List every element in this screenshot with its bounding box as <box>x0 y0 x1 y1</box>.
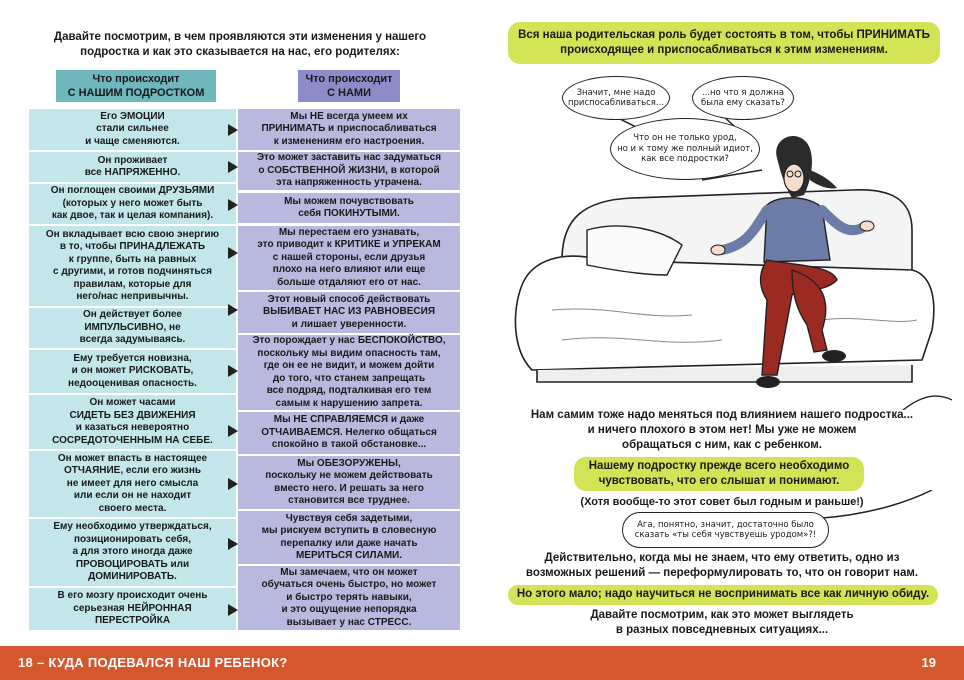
us-cell-9: Чувствуя себя задетыми, мы рискуем вступить в словесную перепалку или даже начать МЕРИТЬСЯ СИЛАМИ. <box>238 511 460 564</box>
arrow-icon <box>228 161 238 173</box>
footer-right-page-number: 19 <box>921 655 936 670</box>
us-cell-6: Это порождает у нас БЕСПОКОЙСТВО, поскольку мы видим опасность там, где он ее не видит, и можем дойти до того, что станем запрещать все подряд, подталкивая его тем самым к нарушению запрета. <box>238 335 460 410</box>
speech-bubble-2: ...но что я должна была ему сказать? <box>692 76 794 120</box>
us-cell-7: Мы НЕ СПРАВЛЯЕМСЯ и даже ОТЧАИВАЕМСЯ. Нелегко общаться спокойно в такой обстановке... <box>238 412 460 454</box>
paragraph-1: Нам самим тоже надо меняться под влиянием нашего подростка... и ничего плохого в этом нет! Мы уже не можем обращаться с ним, как с ребенком. <box>530 409 914 451</box>
arrow-icon <box>228 604 238 616</box>
speech-bubble-bottom: Ага, понятно, значит, достаточно было сказать «ты себя чувствуешь уродом»?! <box>622 512 829 548</box>
note-text: (Хотя вообще-то этот совет был годным и раньше!) <box>580 496 864 508</box>
teen-cell-4: Он вкладывает всю свою энергию в то, чтобы ПРИНАДЛЕЖАТЬ к группе, быть на равных с другими, и готов подчиняться правилам, которые для него/нас непривычны. <box>29 226 236 306</box>
arrow-icon <box>228 538 238 550</box>
paragraph-2: Действительно, когда мы не знаем, что ему ответить, одно из возможных решений — переформулировать то, что он говорит нам. <box>525 552 919 579</box>
arrow-icon <box>228 365 238 377</box>
footer-left-page-label: 18 – КУДА ПОДЕВАЛСЯ НАШ РЕБЕНОК? <box>18 655 288 670</box>
paragraph-3: Давайте посмотрим, как это может выглядеть в разных повседневных ситуациях... <box>590 609 854 636</box>
arrow-icon <box>228 425 238 437</box>
teen-cell-10: В его мозгу происходит очень серьезная НЕЙРОННАЯ ПЕРЕСТРОЙКА <box>29 588 236 630</box>
arrow-icon <box>228 304 238 316</box>
us-cell-5: Этот новый способ действовать ВЫБИВАЕТ НАС ИЗ РАВНОВЕСИЯ и лишает уверенности. <box>238 292 460 333</box>
header-teen: Что происходит С НАШИМ ПОДРОСТКОМ <box>56 70 216 102</box>
us-cell-1: Мы НЕ всегда умеем их ПРИНИМАТЬ и приспосабливаться к изменениям его настроения. <box>238 109 460 150</box>
us-cell-10: Мы замечаем, что он может обучаться очень быстро, но может и быстро терять навыки, и это ощущение непорядка вызывает у нас СТРЕСС. <box>238 566 460 630</box>
arrow-icon <box>228 199 238 211</box>
us-cell-4: Мы перестаем его узнавать, это приводит к КРИТИКЕ и УПРЕКАМ с нашей стороны, если друзья плохо на него влияют или еще больше отдаляют его от нас. <box>238 226 460 290</box>
teen-cell-3: Он поглощен своими ДРУЗЬЯМИ (которых у него может быть как двое, так и целая компания). <box>29 184 236 224</box>
us-cell-8: Мы ОБЕЗОРУЖЕНЫ, поскольку не можем действовать вместо него. И решать за него становится все труднее. <box>238 456 460 509</box>
teen-cell-9: Ему необходимо утверждаться, позиционировать себя, а для этого иногда даже ПРОВОЦИРОВАТЬ или ДОМИНИРОВАТЬ. <box>29 519 236 586</box>
teen-cell-7: Он может часами СИДЕТЬ БЕЗ ДВИЖЕНИЯ и казаться невероятно СОСРЕДОТОЧЕННЫМ НА СЕБЕ. <box>29 395 236 449</box>
footer-bar <box>0 646 964 680</box>
top-highlight: Вся наша родительская роль будет состоять в том, чтобы ПРИНИМАТЬ происходящее и приспосабливаться к этим изменениям. <box>508 22 940 64</box>
teen-cell-8: Он может впасть в настоящее ОТЧАЯНИЕ, если его жизнь не имеет для него смысла или если он не находит своего места. <box>29 451 236 517</box>
left-page <box>0 0 480 646</box>
speech-bubble-3: Что он не только урод, но и к тому же полный идиот, как все подростки? <box>610 118 760 180</box>
bubble-bottom-tail <box>822 490 942 530</box>
teen-cell-1: Его ЭМОЦИИ стали сильнее и чаще сменяются. <box>29 109 236 150</box>
highlight-3: Но этого мало; надо научиться не воспринимать все как личную обиду. <box>508 585 938 605</box>
highlight-2: Нашему подростку прежде всего необходимо чувствовать, что его слышат и понимают. <box>574 457 864 491</box>
us-cell-3: Мы можем почувствовать себя ПОКИНУТЫМИ. <box>238 193 460 223</box>
speech-bubble-1: Значит, мне надо приспосабливаться... <box>562 76 670 120</box>
teen-cell-2: Он проживает все НАПРЯЖЕННО. <box>29 152 236 182</box>
intro-text: Давайте посмотрим, в чем проявляются эти изменения у нашего подростка и как это сказывается на нас, его родителях: <box>53 31 427 58</box>
teen-cell-5: Он действует более ИМПУЛЬСИВНО, не всегда задумываясь. <box>29 308 236 348</box>
header-us: Что происходит С НАМИ <box>298 70 400 102</box>
arrow-icon <box>228 478 238 490</box>
teen-cell-6: Ему требуется новизна, и он может РИСКОВАТЬ, недооценивая опасность. <box>29 350 236 393</box>
arrow-icon <box>228 124 238 136</box>
couch-illustration <box>492 70 952 410</box>
arrow-icon <box>228 247 238 259</box>
us-cell-2: Это может заставить нас задуматься о СОБСТВЕННОЙ ЖИЗНИ, в которой эта напряженность утрачена. <box>238 152 460 190</box>
right-page <box>482 0 964 646</box>
